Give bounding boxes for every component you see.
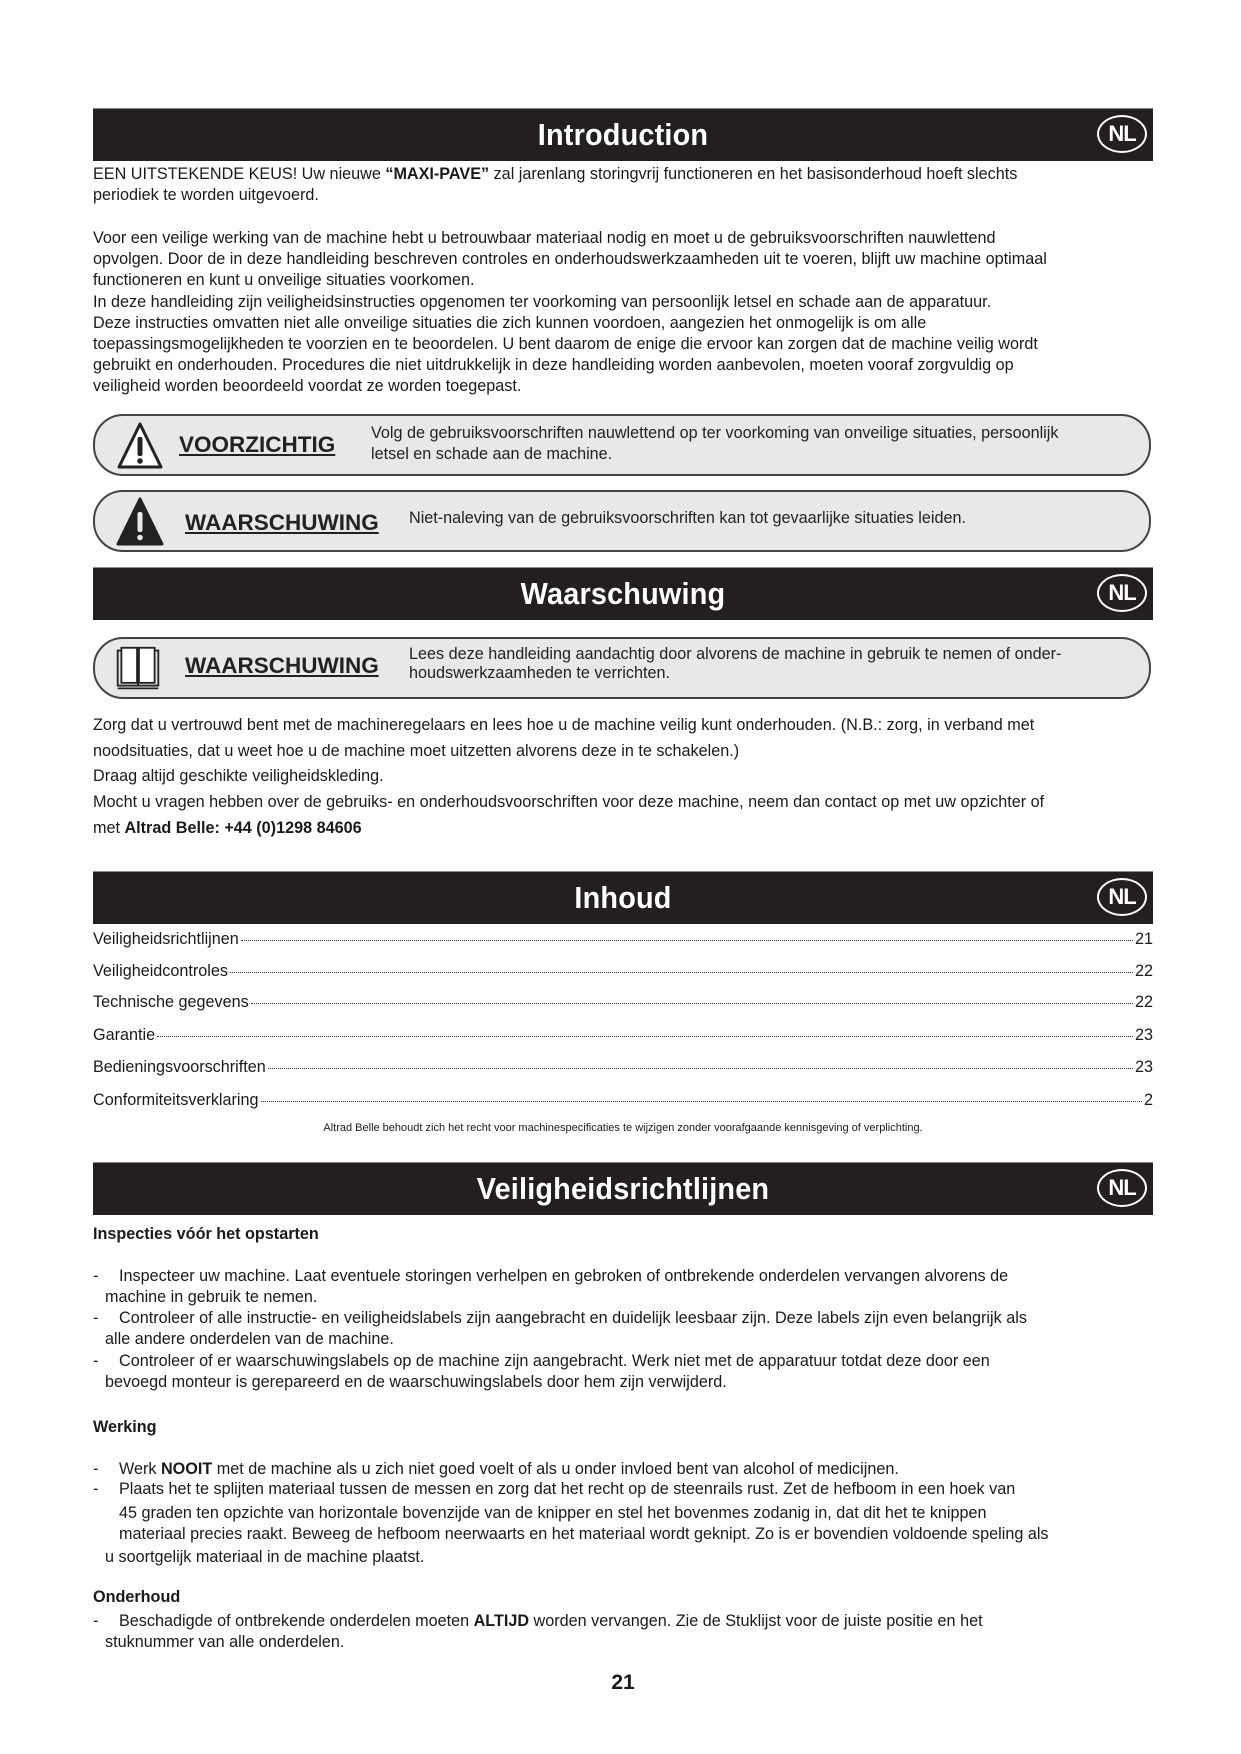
toc-page: 21 [1134,930,1153,948]
safety-paragraph-1 [93,228,1153,291]
toc-leader [251,1003,1133,1004]
list-text: 45 graden ten opzichte van horizontale bovenzijde van de knipper en stel het bovenmes zodanig in, dat dit het te knippen [119,1504,987,1522]
text-line: Zorg dat u vertrouwd bent met de machineregelaars en lees hoe u de machine veilig kunt onderhouden. (N.B.: zorg, in verband met [93,716,1035,734]
text-line: letsel en schade aan de machine. [371,445,613,463]
text-line: noodsituaties, dat u weet hoe u de machine moet uitzetten alvorens deze in te schakelen.) [93,742,740,760]
toc-item[interactable] [93,993,1153,1015]
text-line: gebruikt en onderhouden. Procedures die niet uitdrukkelijk in deze handleiding worden aanbevolen, moeten vooraf zorgvuldig op [93,356,1014,374]
section-header-veiligheidsrichtlijnen [93,1162,1153,1215]
section-header-inhoud [93,871,1153,924]
toc-item[interactable] [93,962,1153,984]
list-text: bevoegd monteur is gerepareerd en de waarschuwingslabels door hem zijn verwijderd. [105,1373,727,1391]
toc-label: Veiligheidcontroles [93,962,228,980]
section-title: Inhoud [574,880,672,915]
text-line: Voor een veilige werking van de machine hebt u betrouwbaar materiaal nodig en moet u de gebruiksvoorschriften nauwlettend [93,229,996,247]
list-text: worden vervangen. Zie de Stuklijst voor de juiste positie en het [529,1612,983,1630]
text-line: veiligheid worden beoordeeld voordat ze worden toegepast. [93,377,522,395]
waarschuwing-text [93,711,1153,841]
list-text: Werk [119,1460,161,1478]
toc-label: Garantie [93,1026,156,1044]
section-title: Waarschuwing [520,576,726,611]
toc-leader [230,972,1133,973]
section-header-introduction [93,108,1153,161]
list-text: met de machine als u zich niet goed voelt of als u onder invloed bent van alcohol of medicijnen. [212,1460,899,1478]
text-line: functioneren en kunt u onveilige situaties voorkomen. [93,271,475,289]
text-line: opvolgen. Door de in deze handleiding beschreven controles en onderhoudswerkzaamheden uit te voeren, blijft uw machine optimaal [93,250,1047,268]
subheading-onderhoud: Onderhoud [93,1588,181,1606]
list-item [93,1459,1153,1480]
toc-leader [261,1101,1142,1102]
text-line: Draag altijd geschikte veiligheidskleding. [93,767,384,785]
nl-language-icon: NL [1097,1169,1147,1207]
warning-outline-icon [115,420,165,472]
warning-label: WAARSCHUWING [185,510,379,535]
intro-text: zal jarenlang storingvrij functioneren en het basisonderhoud hoeft slechts [489,165,1018,183]
intro-paragraph [93,164,1153,206]
text-line: Mocht u vragen hebben over de gebruiks- en onderhoudsvoorschriften voor deze machine, neem dan contact op met uw opzichter of [93,793,1045,811]
list-text: alle andere onderdelen van de machine. [105,1330,394,1348]
text-line: toepassingsmogelijkheden te voorzien en te beoordelen. U bent daarom de enige die ervoor kan zorgen dat de machine veilig wordt [93,335,1038,353]
toc-label: Bedieningsvoorschriften [93,1058,266,1076]
bullet-dash: - [93,1480,99,1498]
text-line: houdswerkzaamheden te verrichten. [409,664,670,682]
toc-page: 23 [1134,1058,1153,1076]
warning-filled-icon [115,496,165,548]
nl-language-icon: NL [1097,115,1147,153]
bullet-dash: - [93,1460,99,1478]
toc-item[interactable] [93,1091,1153,1113]
text-line: Deze instructies omvatten niet alle onveilige situaties die zich kunnen voordoen, aangezien het onmogelijk is om alle [93,314,927,332]
caution-message [371,423,1058,465]
page-number: 21 [611,1671,635,1694]
list-text: Inspecteer uw machine. Laat eventuele storingen verhelpen en gebroken of ontbrekende onderdelen vervangen alvorens de [119,1267,1009,1285]
section-header-waarschuwing [93,567,1153,620]
section-title: Veiligheidsrichtlijnen [476,1171,770,1206]
list-item [93,1266,1153,1308]
toc-page: 2 [1143,1091,1153,1109]
list-text: Beschadigde of ontbrekende onderdelen moeten [119,1612,474,1630]
toc-page: 22 [1134,993,1153,1011]
warning-box [93,490,1151,552]
manual-warning-label: WAARSCHUWING [185,653,379,678]
section-title: Introduction [537,117,709,152]
toc-page: 23 [1134,1026,1153,1044]
toc-label: Conformiteitsverklaring [93,1091,259,1109]
bullet-dash: - [93,1612,99,1630]
list-item [93,1351,1153,1393]
safety-paragraph-2 [93,292,1153,397]
bullet-dash: - [93,1309,99,1327]
subheading-inspecties: Inspecties vóór het opstarten [93,1225,319,1243]
toc-page: 22 [1134,962,1153,980]
text-line: Lees deze handleiding aandachtig door alvorens de machine in gebruik te nemen of onder- [409,645,1062,663]
toc-leader [241,940,1133,941]
list-text: machine in gebruik te nemen. [105,1288,318,1306]
nl-language-icon: NL [1097,574,1147,612]
emphasis-always: ALTIJD [473,1612,530,1630]
list-text: Plaats het te splijten materiaal tussen de messen en zorg dat het recht op de steenrails rust. Zet de hefboom in een hoek van [119,1480,1016,1498]
toc-label: Veiligheidsrichtlijnen [93,930,239,948]
disclaimer-note: Altrad Belle behoudt zich het recht voor machinespecificaties te wijzigen zonder voorafgaande kennisgeving of verplichting. [323,1122,923,1134]
manual-warning-message [409,645,1061,683]
list-text: Controleer of er waarschuwingslabels op de machine zijn aangebracht. Werk niet met de apparatuur totdat deze door een [119,1352,990,1370]
text-line: In deze handleiding zijn veiligheidsinstructies opgenomen ter voorkoming van persoonlijk letsel en schade aan de apparatuur. [93,293,992,311]
caution-label: VOORZICHTIG [179,432,336,457]
list-item [93,1308,1153,1350]
warning-message: Niet-naleving van de gebruiksvoorschriften kan tot gevaarlijke situaties leiden. [409,509,966,527]
text-line: Volg de gebruiksvoorschriften nauwlettend op ter voorkoming van onveilige situaties, persoonlijk [371,424,1059,442]
product-name: “MAXI-PAVE” [385,165,490,183]
toc-item[interactable] [93,930,1153,952]
list-text: u soortgelijk materiaal in de machine plaatst. [105,1548,425,1566]
list-item [93,1611,1153,1653]
toc-label: Technische gegevens [93,993,249,1011]
list-text: stuknummer van alle onderdelen. [105,1633,345,1651]
nl-language-icon: NL [1097,878,1147,916]
list-text: Controleer of alle instructie- en veiligheidslabels zijn aangebracht en duidelijk leesbaar zijn. Deze labels zijn even belangrijk als [119,1309,1027,1327]
contact-phone: Altrad Belle: +44 (0)1298 84606 [124,819,362,837]
read-manual-box [93,637,1151,699]
bullet-dash: - [93,1352,99,1370]
caution-box [93,414,1151,476]
toc-leader [268,1068,1133,1069]
intro-text: EEN UITSTEKENDE KEUS! Uw nieuwe [93,165,386,183]
bullet-dash: - [93,1267,99,1285]
toc-item[interactable] [93,1026,1153,1048]
toc-leader [157,1036,1133,1037]
list-text: materiaal precies raakt. Beweeg de hefboom neerwaarts en het materiaal wordt geknipt. Zo is er bovendien voldoende speling als [119,1525,1049,1543]
toc-item[interactable] [93,1058,1153,1080]
intro-text: periodiek te worden uitgevoerd. [93,186,319,204]
book-icon [111,645,165,693]
emphasis-never: NOOIT [160,1460,213,1478]
text: met [93,819,125,837]
subheading-werking: Werking [93,1418,157,1436]
list-item [93,1479,1153,1568]
